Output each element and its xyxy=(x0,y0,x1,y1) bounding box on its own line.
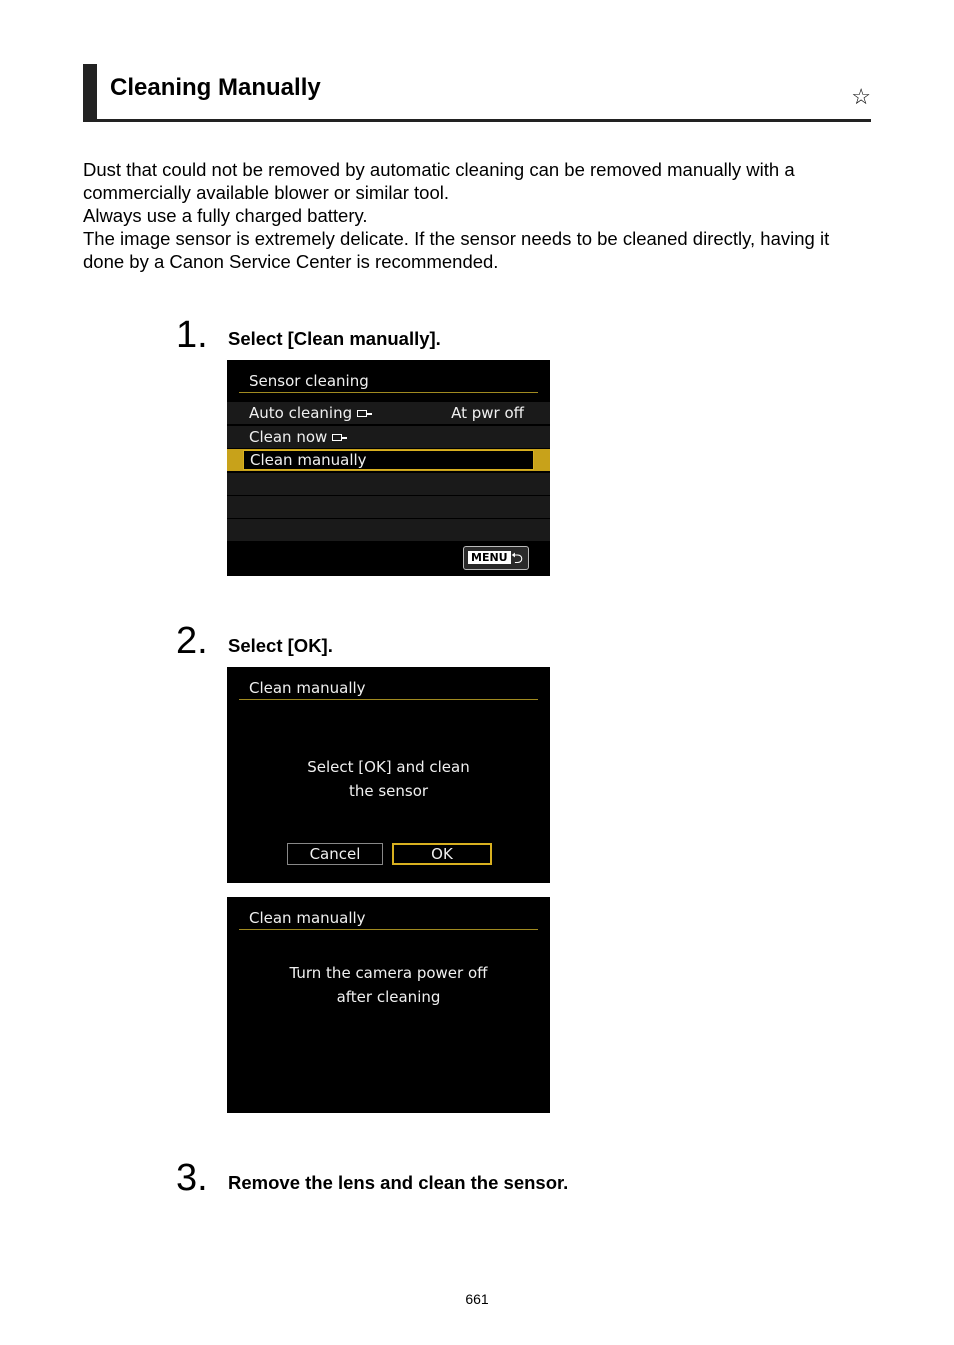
header-accent-bar xyxy=(83,64,97,122)
message-line: the sensor xyxy=(348,782,429,800)
menu-item-auto-cleaning[interactable] xyxy=(227,402,550,424)
step-instruction: Select [OK]. xyxy=(228,635,333,656)
page-number: 661 xyxy=(465,1291,489,1307)
star-icon: ☆ xyxy=(851,84,871,109)
screen-title-rule xyxy=(239,699,538,700)
ok-button[interactable]: OK xyxy=(392,843,492,865)
screen-message xyxy=(227,755,550,803)
screen-message xyxy=(227,961,550,1009)
menu-item-value: At pwr off xyxy=(451,404,524,422)
step-instruction: Remove the lens and clean the sensor. xyxy=(228,1172,569,1193)
section-header xyxy=(83,64,871,122)
screen-title: Clean manually xyxy=(249,679,366,697)
camera-screen-clean-manually-confirm xyxy=(227,667,550,883)
intro-paragraph: The image sensor is extremely delicate. If the sensor needs to be cleaned directly, having it done by a Canon Service Center is recommended. xyxy=(83,228,830,272)
intro-text xyxy=(83,158,873,273)
page-title: Cleaning Manually xyxy=(110,74,321,101)
menu-item-clean-now[interactable] xyxy=(227,426,550,448)
step-number: 3. xyxy=(176,1157,208,1199)
menu-item-empty xyxy=(227,519,550,541)
menu-item-label: Auto cleaning xyxy=(249,404,353,422)
message-line: after cleaning xyxy=(336,988,441,1006)
message-line: Turn the camera power off xyxy=(289,964,488,982)
screen-title-rule xyxy=(239,392,538,393)
camera-clean-icon xyxy=(329,432,347,443)
menu-item-clean-manually[interactable] xyxy=(227,449,550,471)
screen-title-rule xyxy=(239,929,538,930)
cancel-button[interactable]: Cancel xyxy=(287,843,383,865)
menu-item-empty xyxy=(227,496,550,518)
menu-item-label: Clean now xyxy=(249,428,328,446)
step-number: 1. xyxy=(176,314,208,356)
camera-clean-icon xyxy=(354,408,372,419)
intro-paragraph: Dust that could not be removed by automatic cleaning can be removed manually with a commercially available blower or similar tool. xyxy=(83,159,795,203)
message-line: Select [OK] and clean xyxy=(307,758,470,776)
camera-screen-clean-manually-info xyxy=(227,897,550,1113)
header-rule xyxy=(97,119,871,122)
step-instruction: Select [Clean manually]. xyxy=(228,328,441,349)
menu-item-empty xyxy=(227,473,550,495)
intro-paragraph: Always use a fully charged battery. xyxy=(83,205,368,226)
return-icon: ⮌ xyxy=(510,549,523,567)
screen-title: Clean manually xyxy=(249,909,366,927)
screen-title: Sensor cleaning xyxy=(249,372,369,390)
step-number: 2. xyxy=(176,620,208,662)
menu-item-label: Clean manually xyxy=(250,451,367,469)
camera-screen-sensor-cleaning xyxy=(227,360,550,576)
menu-return-button[interactable] xyxy=(463,546,529,570)
menu-label: MENU xyxy=(468,551,511,564)
